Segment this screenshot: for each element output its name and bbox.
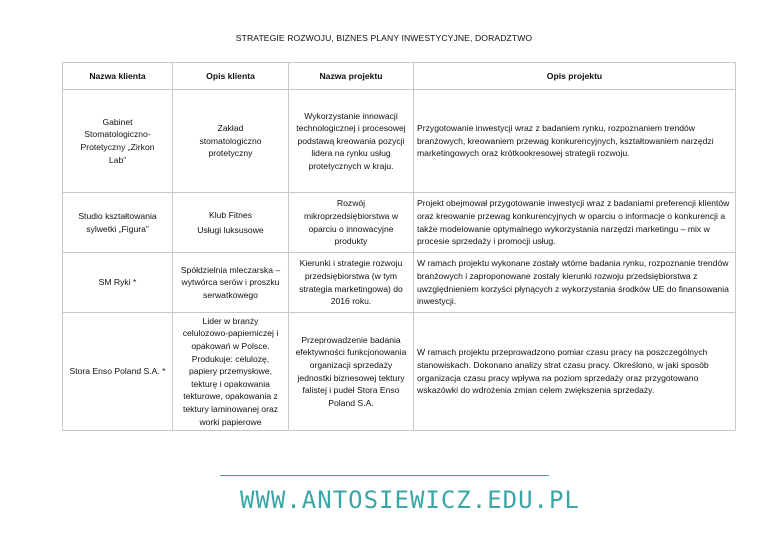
page-title: STRATEGIE ROZWOJU, BIZNES PLANY INWESTYCYJNE, DORADZTWO (235, 33, 533, 43)
client-name-cell: Gabinet Stomatologiczno-Protetyczny „Zirkon Lab” (63, 90, 173, 193)
table-header-row (63, 63, 736, 90)
project-description-cell: Przygotowanie inwestycji wraz z badaniem rynku, rozpoznaniem trendów branżowych, kreowaniem przewag konkurencyjnych, kształtowaniem narzędzi marketingowych oraz krótkookresowej strategii rozwoju. (414, 90, 736, 193)
client-name-cell: SM Ryki * (63, 253, 173, 313)
footer-website-link[interactable]: WWW.ANTOSIEWICZ.EDU.PL (240, 486, 580, 514)
column-header-client-description: Opis klienta (173, 63, 289, 90)
client-description-cell (173, 193, 289, 253)
client-description-line: Klub Fitnes (209, 209, 252, 220)
column-header-project-name: Nazwa projektu (289, 63, 414, 90)
client-description-cell: Spółdzielnia mleczarska – wytwórca serów i proszku serwatkowego (173, 253, 289, 313)
column-header-project-description: Opis projektu (414, 63, 736, 90)
project-description-cell: W ramach projektu przeprowadzono pomiar czasu pracy na poszczególnych stanowiskach. Dokonano analizy strat czasu pracy. Określono, w jaki sposób organizacja czasu pracy wpływa na poziom sprzedaży oraz przygotowano wskazówki do wdrożenia zmian celem zwiększenia sprzedaży. (414, 313, 736, 431)
column-header-client-name: Nazwa klienta (63, 63, 173, 90)
table-row (63, 313, 736, 431)
footer-divider (220, 475, 549, 476)
project-name-cell: Rozwój mikroprzedsiębiorstwa w oparciu o innowacyjne produkty (289, 193, 414, 253)
project-name-cell: Kierunki i strategie rozwoju przedsiębiorstwa (w tym strategia marketingowa) do 2016 roku. (289, 253, 414, 313)
client-description-cell: Zakład stomatologiczno protetyczny (173, 90, 289, 193)
project-name-cell: Przeprowadzenie badania efektywności funkcjonowania organizacji sprzedaży jednostki biznesowej tektury falistej i pudeł Stora Enso Poland S.A. (289, 313, 414, 431)
projects-table (62, 62, 736, 431)
client-description-cell: Lider w branży celulozowo-papierniczej i opakowań w Polsce. Produkuje: celulozę, papiery przemysłowe, tekturę i opakowania tekturowe, opakowania z tektury laminowanej oraz worki papierowe (173, 313, 289, 431)
project-name-cell: Wykorzystanie innowacji technologicznej i procesowej podstawą kreowania pozycji lidera na rynku usług protetycznych w kraju. (289, 90, 414, 193)
client-name-cell: Studio kształtowania sylwetki „Figura” (63, 193, 173, 253)
project-description-cell: W ramach projektu wykonane zostały wtórne badania rynku, rozpoznanie trendów branżowych i zaproponowane zostały kierunki rozwoju przedsiębiorstwa z uwzględnieniem korzyści płynących z wykorzystania środków UE do finansowania inwestycji. (414, 253, 736, 313)
table-row (63, 253, 736, 313)
client-name-cell: Stora Enso Poland S.A. * (63, 313, 173, 431)
client-description-line: Usługi luksusowe (197, 224, 264, 235)
project-description-cell: Projekt obejmował przygotowanie inwestycji wraz z badaniami preferencji klientów oraz kreowanie przewag konkurencyjnych w oparciu o informacje o konkurencji a także modelowanie optymalnego wykorzystania narzędzi marketingu – mix w procesie sprzedaży i promocji usług. (414, 193, 736, 253)
table-row (63, 90, 736, 193)
table-row (63, 193, 736, 253)
